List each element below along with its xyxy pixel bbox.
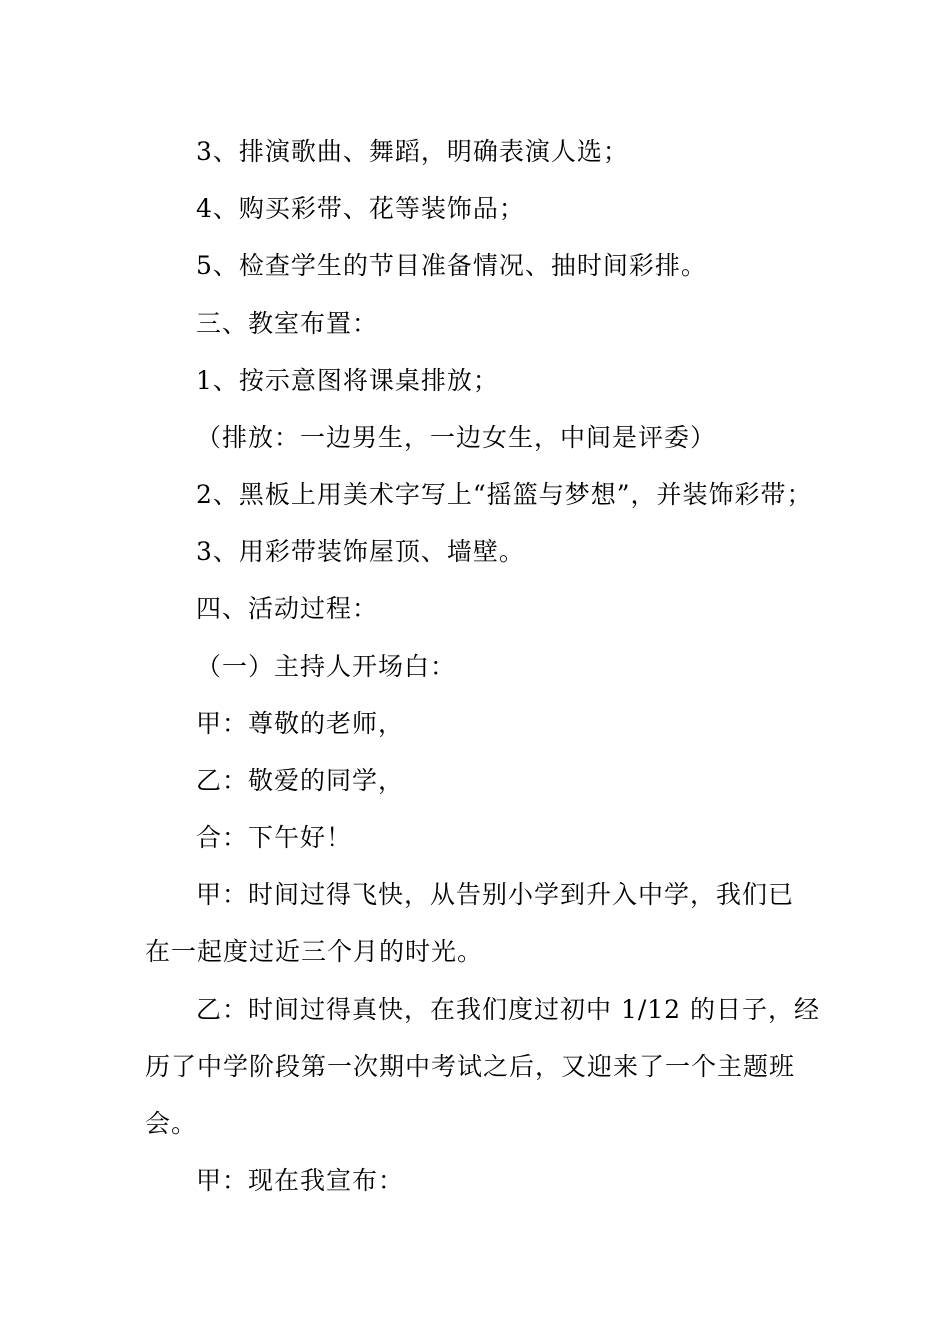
- dialogue-line: 甲：时间过得飞快，从告别小学到升入中学，我们已: [196, 880, 795, 909]
- text-line: 3、排演歌曲、舞蹈，明确表演人选；: [196, 137, 629, 166]
- text-line: （排放：一边男生，一边女生，中间是评委）: [196, 423, 717, 452]
- section-heading: 四、活动过程：: [196, 594, 379, 623]
- text-line: 4、购买彩带、花等装饰品；: [196, 194, 525, 223]
- dialogue-line: 甲：尊敬的老师，: [196, 709, 405, 738]
- dialogue-line-continued: 历了中学阶段第一次期中考试之后，又迎来了一个主题班: [145, 1052, 796, 1081]
- dialogue-line-continued: 会。: [145, 1109, 198, 1138]
- text-line: 1、按示意图将课桌排放；: [196, 366, 499, 395]
- section-heading: 三、教室布置：: [196, 309, 379, 338]
- dialogue-line: 甲：现在我宣布：: [196, 1166, 405, 1195]
- dialogue-line-continued: 在一起度过近三个月的时光。: [145, 937, 484, 966]
- text-line: 5、检查学生的节目准备情况、抽时间彩排。: [196, 251, 707, 280]
- text-line: 3、用彩带装饰屋顶、墙壁。: [196, 537, 525, 566]
- dialogue-line: 乙：敬爱的同学，: [196, 766, 405, 795]
- subsection-heading: （一）主持人开场白：: [196, 652, 457, 681]
- dialogue-line: 乙：时间过得真快，在我们度过初中 1/12 的日子，经: [196, 995, 821, 1024]
- text-line: 2、黑板上用美术字写上“摇篮与梦想”，并装饰彩带；: [196, 480, 813, 509]
- dialogue-line: 合：下午好！: [196, 823, 353, 852]
